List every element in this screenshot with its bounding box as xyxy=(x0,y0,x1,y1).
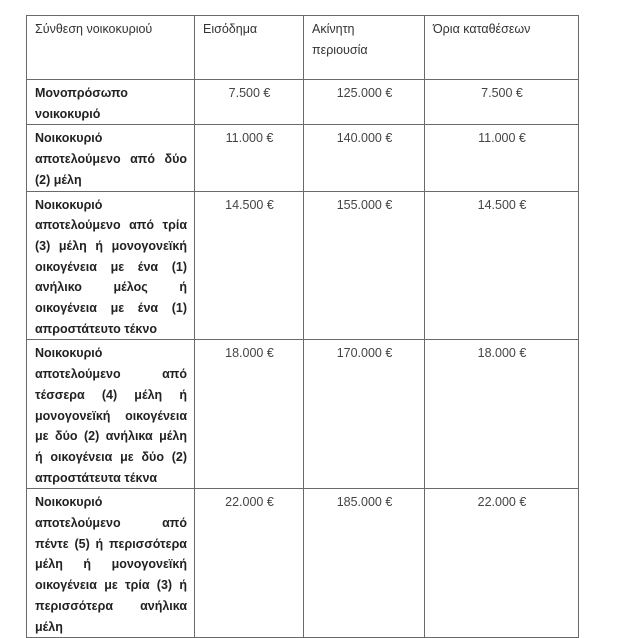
household-composition-cell xyxy=(27,125,195,191)
household-text-line: (2) μέλη xyxy=(35,172,82,187)
household-text-line: αποτελούμενο από xyxy=(35,516,187,531)
property-cell: 155.000 € xyxy=(304,191,425,340)
income-cell: 7.500 € xyxy=(195,80,304,125)
deposit-limit-cell: 22.000 € xyxy=(425,489,579,638)
deposit-limit-cell: 14.500 € xyxy=(425,191,579,340)
table-header-row xyxy=(27,16,579,80)
household-text-line: περισσότερα ανήλικα xyxy=(35,598,187,613)
income-cell: 18.000 € xyxy=(195,340,304,489)
household-text-line: οικογένεια με τρία (3) ή xyxy=(35,578,187,593)
table-row xyxy=(27,191,579,340)
household-composition-cell xyxy=(27,191,195,340)
header-property xyxy=(304,16,425,80)
income-cell: 14.500 € xyxy=(195,191,304,340)
household-text-line: Μονοπρόσωπο xyxy=(35,86,128,100)
household-composition-cell xyxy=(27,80,195,125)
household-text-line: μέλη ή μονογονεϊκή xyxy=(35,557,187,572)
table-row xyxy=(27,489,579,638)
household-text-line: πέντε (5) ή περισσότερα xyxy=(35,536,187,551)
household-text-line: οικογένεια με ένα (1) xyxy=(35,301,187,316)
household-composition-cell xyxy=(27,340,195,489)
table-row xyxy=(27,340,579,489)
deposit-limit-cell: 11.000 € xyxy=(425,125,579,191)
household-text-line: ανήλικο μέλος ή xyxy=(35,280,187,295)
household-composition-cell xyxy=(27,489,195,638)
header-household-composition: Σύνθεση νοικοκυριού xyxy=(27,16,195,80)
household-text-line: απροστάτευτο τέκνο xyxy=(35,321,157,336)
property-cell: 185.000 € xyxy=(304,489,425,638)
household-text-line: Νοικοκυριό xyxy=(35,197,103,212)
header-income: Εισόδημα xyxy=(195,16,304,80)
deposit-limit-cell: 7.500 € xyxy=(425,80,579,125)
household-text-line: οικογένεια με ένα (1) xyxy=(35,259,187,274)
household-text-line: αποτελούμενο από τρία xyxy=(35,218,187,233)
header-deposit-limits: Όρια καταθέσεων xyxy=(425,16,579,80)
household-text-line: Νοικοκυριό xyxy=(35,131,103,146)
property-cell: 140.000 € xyxy=(304,125,425,191)
household-text-line: νοικοκυριό xyxy=(35,106,101,121)
household-text-line: απροστάτευτα τέκνα xyxy=(35,470,158,485)
table-row xyxy=(27,80,579,125)
household-text-line: αποτελούμενο από δύο xyxy=(35,152,187,167)
income-cell: 22.000 € xyxy=(195,489,304,638)
property-cell: 170.000 € xyxy=(304,340,425,489)
household-text-line: αποτελούμενο από xyxy=(35,367,187,382)
household-text-line: ή οικογένεια με δύο (2) xyxy=(35,449,187,464)
household-text-line: Νοικοκυριό xyxy=(35,346,103,361)
table-row xyxy=(27,125,579,191)
household-text-line: μέλη xyxy=(35,619,63,634)
household-text-line: με δύο (2) ανήλικα μέλη xyxy=(35,429,187,444)
header-property-text: Ακίνητη περιουσία xyxy=(312,22,368,57)
household-text-line: μονογονεϊκή οικογένεια xyxy=(35,408,187,423)
household-text-line: τέσσερα (4) μέλη ή xyxy=(35,387,187,402)
deposit-limit-cell: 18.000 € xyxy=(425,340,579,489)
property-cell: 125.000 € xyxy=(304,80,425,125)
income-cell: 11.000 € xyxy=(195,125,304,191)
eligibility-limits-table xyxy=(26,15,579,638)
household-text-line: (3) μέλη ή μονογονεϊκή xyxy=(35,238,187,253)
household-text-line: Νοικοκυριό xyxy=(35,495,103,510)
